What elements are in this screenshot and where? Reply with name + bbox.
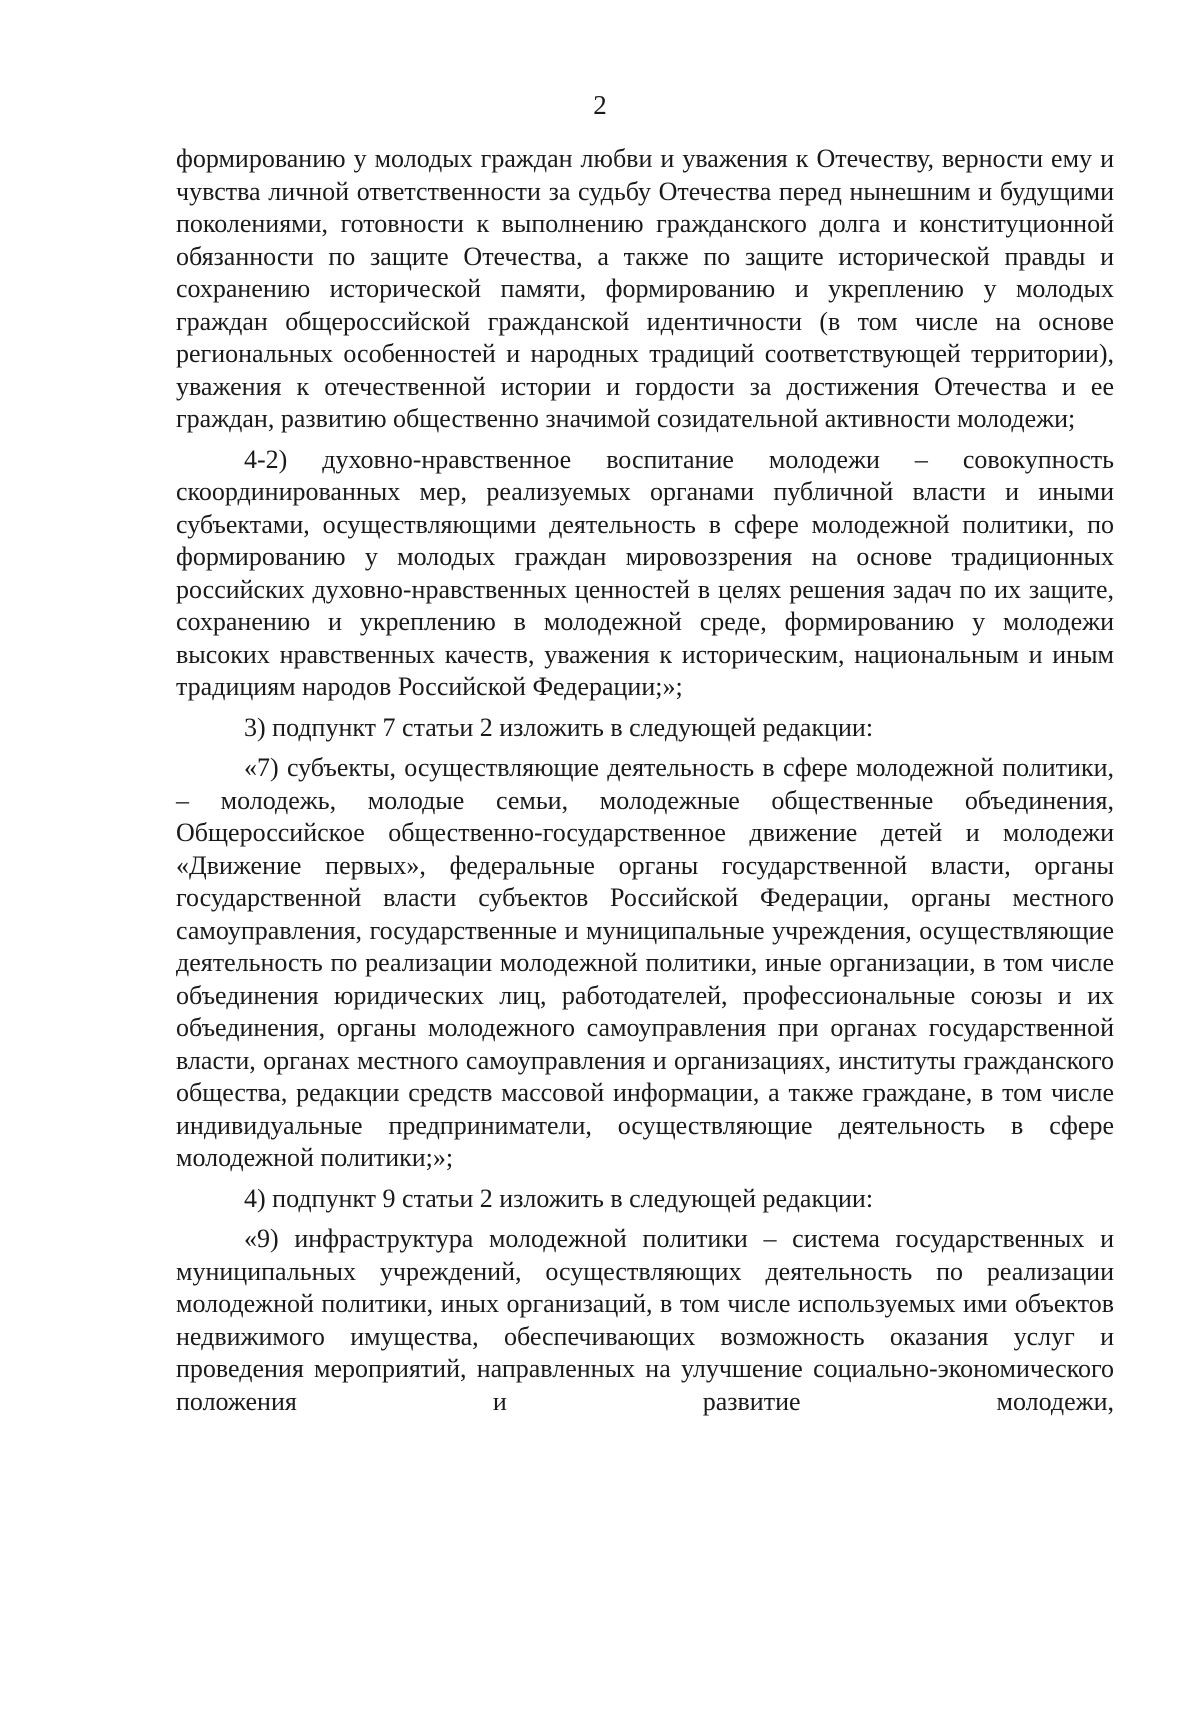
document-body [176, 143, 1114, 1426]
paragraph-item-7: «7) субъекты, осуществляющие деятельность в сфере молодежной политики, – молодежь, молодые семьи, молодежные общественные объединения, Общероссийское общественно-государственное движение детей и молодежи «Движение первых», федеральные органы государственной власти, органы государственной власти субъектов Российской Федерации, органы местного самоуправления, государственные и муниципальные учреждения, осуществляющие деятельность по реализации молодежной политики, иные организации, в том числе объединения юридических лиц, работодателей, профессиональные союзы и их объединения, органы молодежного самоуправления при органах государственной власти, органах местного самоуправления и организациях, институты гражданского общества, редакции средств массовой информации, а также граждане, в том числе индивидуальные предприниматели, осуществляющие деятельность в сфере молодежной политики;»; [176, 753, 1114, 1172]
paragraph-amendment-4: 4) подпункт 9 статьи 2 изложить в следующей редакции: [244, 1183, 874, 1213]
page-number: 2 [593, 90, 607, 120]
paragraph-continuation: формированию у молодых граждан любви и уважения к Отечеству, верности ему и чувства личной ответственности за судьбу Отечества перед нынешним и будущими поколениями, готовности к выполнению гражданского долга и конституционной обязанности по защите Отечества, а также по защите исторической правды и сохранению исторической памяти, формированию и укреплению у молодых граждан общероссийской гражданской идентичности (в том числе на основе региональных особенностей и народных традиций соответствующей территории), уважения к отечественной истории и гордости за достижения Отечества и ее граждан, развитию общественно значимой созидательной активности молодежи; [176, 144, 1114, 433]
paragraph-amendment-3: 3) подпункт 7 статьи 2 изложить в следующей редакции: [244, 712, 874, 742]
paragraph-item-4-2: 4-2) духовно-нравственное воспитание молодежи – совокупность скоординированных мер, реализуемых органами публичной власти и иными субъектами, осуществляющими деятельность в сфере молодежной политики, по формированию у молодых граждан мировоззрения на основе традиционных российских духовно-нравственных ценностей в целях решения задач по их защите, сохранению и укреплению в молодежной среде, формированию у молодежи высоких нравственных качеств, уважения к историческим, национальным и иным традициям народов Российской Федерации;»; [176, 444, 1114, 701]
paragraph-item-9: «9) инфраструктура молодежной политики – система государственных и муниципальных учреждений, осуществляющих деятельность по реализации молодежной политики, иных организаций, в том числе используемых ими объектов недвижимого имущества, обеспечивающих возможность оказания услуг и проведения мероприятий, направленных на улучшение социально-экономического положения и развитие молодежи, [176, 1224, 1114, 1416]
